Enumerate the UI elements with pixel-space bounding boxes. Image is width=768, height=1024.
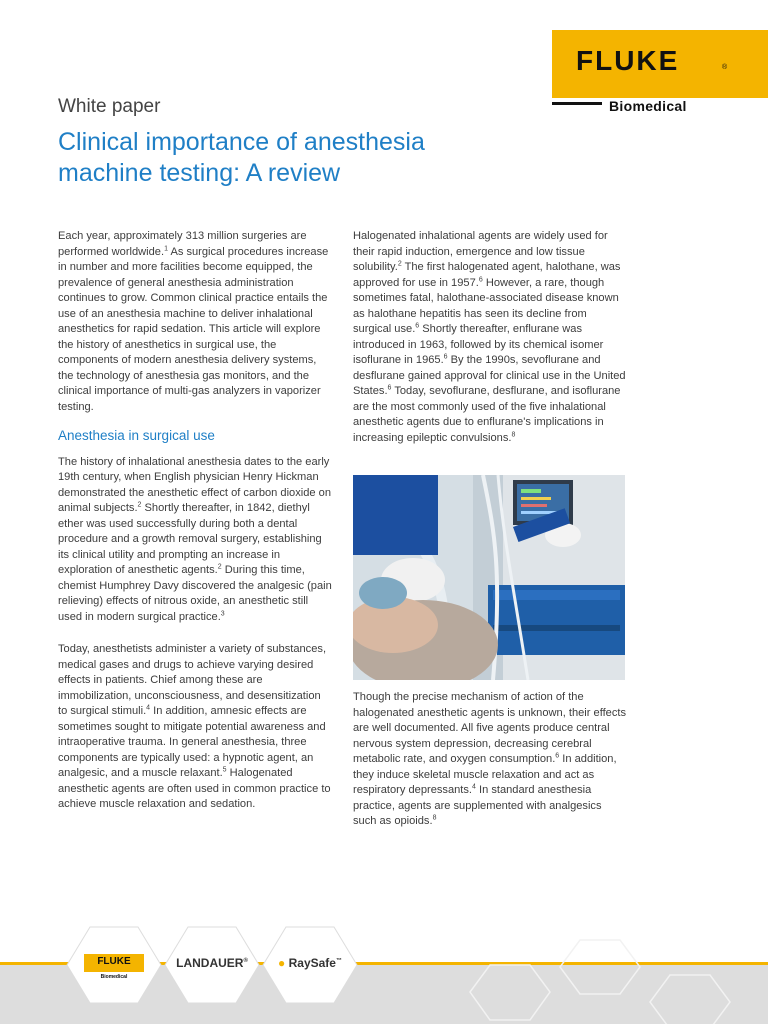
page-title: Clinical importance of anesthesia machine testing: A review [58,128,425,187]
raysafe-sun-icon: ● [278,956,286,970]
logo-divider [552,102,602,105]
footer-brand-landauer-label: LANDAUER® [176,956,248,970]
right-column [353,229,627,463]
section-heading: Anesthesia in surgical use [58,428,215,443]
today-paragraph: Today, anesthetists administer a variety of substances, medical gases and drugs to achieve varying desired effects in patients. Chief among these are immobilization, unconsciousness, and desensitization to surgical stimuli.$^4$ In addition, amnesic effects are sometimes sought to mitigate potential awareness and intraoperative trauma. In general anesthesia, three components are typically used: a hypnotic agent, an analgesic, and a muscle relaxant.$^5$ Halogenated anesthetic agents are often used in common practice to achieve muscle relaxation and sedation. [58,643,331,810]
footer-brand-fluke-sub: Biomedical [100,974,128,980]
mechanism-paragraph: Though the precise mechanism of action of the halogenated anesthetic agents is unknown, their effects are well documented. All five agents produce central nervous system depression, decreasing cerebral metabolic rate, and oxygen consumption.$^6$ In addition, they induce skeletal muscle relaxation and act as respiratory depressants.$^4$ In standard anesthesia practice, agents are supplemented with analgesics such as opioids.$^8$ [353,691,627,827]
anesthesia-machine-photo [353,475,625,680]
document-type-label: White paper [58,96,161,117]
footer-brand-fluke [66,926,162,1004]
logo-registered-mark: ® [722,64,728,71]
footer-brand-raysafe-label: ● RaySafe™ [278,956,342,970]
history-paragraph: The history of inhalational anesthesia dates to the early 19th century, when English physician Henry Hickman demonstrated the anesthetic effect of carbon dioxide on animal subjects.$^2$ Shortly thereafter, in 1842, diethyl ether was used successfully during both a dental procedure and a growth removal surgery, establishing its clinical utility and prompting an increase in exploration of anesthetic agents.$^2$ During this time, chemist Humphrey Davy discovered the analgesic (pain relieving) effects of nitrous oxide, an anesthetic still used in modern surgical practice.$^3$ [58,455,332,623]
intro-paragraph: Each year, approximately 313 million surgeries are performed worldwide.$^1$ As surgical procedures increase in number and more facilities become equipped, the prevalence of general anesthesia administration continues to grow. Common clinical practice entails the use of an anesthesia machine to deliver inhalational anesthetics for rapid sedation. This article will explore the history of anesthetics in surgical use, the components of modern anesthesia delivery systems, the technology of anesthesia gas monitors, and the clinical importance of multi-gas analyzers in vaporizer testing. [58,230,329,413]
footer-brand-landauer [164,926,260,1004]
fluke-logo: FLUKE [576,45,680,76]
logo-subtitle: Biomedical [609,98,687,114]
right-column-lower [353,690,627,847]
footer-brand-raysafe [262,926,358,1004]
footer-hex-pattern [430,930,760,1024]
left-column [58,229,332,830]
footer-brand-fluke-label: FLUKE [97,956,131,967]
halogenated-paragraph: Halogenated inhalational agents are widely used for their rapid induction, emergence and low tissue solubility.$^2$ The first halogenated agent, halothane, was approved for use in 1957.$^6$ However, a rare, though sometimes fatal, halothane-associated disease known as halothane hepatitis has seen its decline from surgical use.$^6$ Shortly thereafter, enflurane was introduced in 1963, followed by its chemical isomer isoflurane in 1965.$^6$ By the 1990s, sevoflurane and desflurane gained approval for clinical use in the United States.$^6$ Today, sevoflurane, desflurane, and isoflurane are the most commonly used of the five inhalational anesthetic agents due to enflurane's implications in increasing epileptic convulsions.$^8$ [353,230,626,444]
